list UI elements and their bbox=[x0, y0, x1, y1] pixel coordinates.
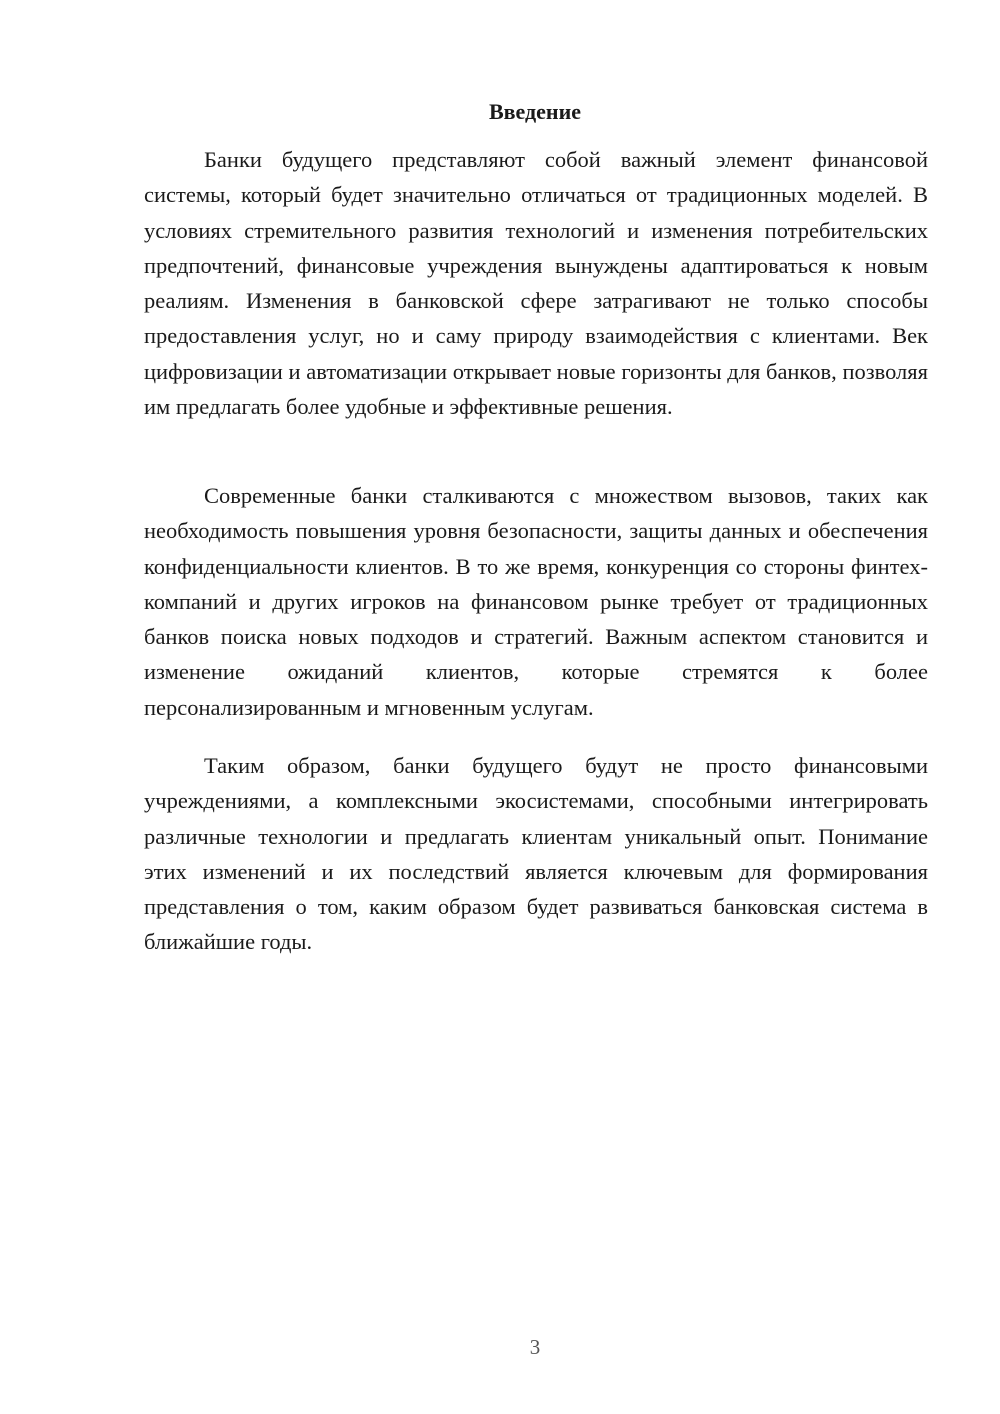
page-number: 3 bbox=[529, 1335, 541, 1359]
section-title: Введение bbox=[488, 99, 582, 124]
paragraph-1: Банки будущего представляют собой важный элемент финансовой системы, который будет значительно отличаться от традиционных моделей. В условиях стремительного развития технологий и изменения потребительских предпочтений, финансовые учреждения вынуждены адаптироваться к новым реалиям. Изменения в банковской сфере затрагивают не только способы предоставления услуг, но и саму природу взаимодействия с клиентами. Век цифровизации и автоматизации открывает новые горизонты для банков, позволяя им предлагать более удобные и эффективные решения. bbox=[144, 147, 928, 420]
paragraph-2: Современные банки сталкиваются с множеством вызовов, таких как необходимость повышения уровня безопасности, защиты данных и обеспечения конфиденциальности клиентов. В то же время, конкуренция со стороны финтех-компаний и других игроков на финансовом рынке требует от традиционных банков поиска новых подходов и стратегий. Важным аспектом становится и изменение ожиданий клиентов, которые стремятся к более персонализированным и мгновенным услугам. bbox=[144, 483, 928, 720]
paragraph-3: Таким образом, банки будущего будут не просто финансовыми учреждениями, а комплексными экосистемами, способными интегрировать различные технологии и предлагать клиентам уникальный опыт. Понимание этих изменений и их последствий является ключевым для формирования представления о том, каким образом будет развиваться банковская система в ближайшие годы. bbox=[144, 753, 928, 955]
